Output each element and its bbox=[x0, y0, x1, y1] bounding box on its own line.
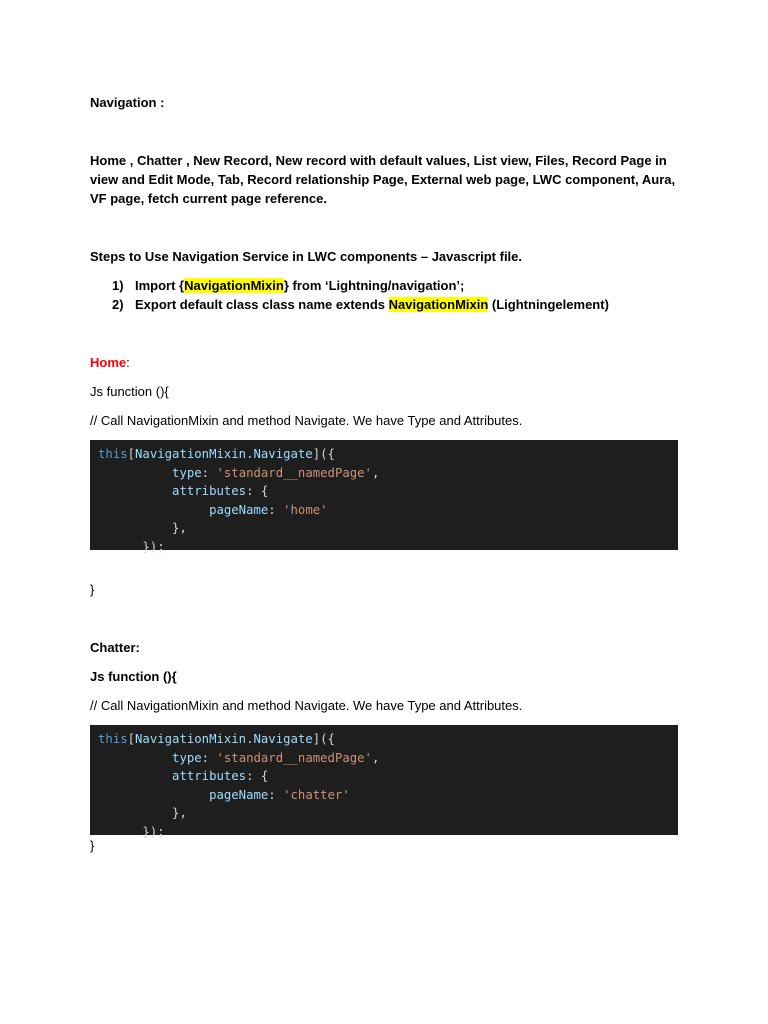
code-identifier: attributes bbox=[172, 769, 247, 783]
highlighted-term: NavigationMixin bbox=[388, 297, 489, 312]
code-punctuation: }); bbox=[142, 824, 165, 839]
js-function-line: Js function (){ bbox=[90, 669, 177, 684]
code-line bbox=[98, 823, 678, 842]
code-line: attributes: { bbox=[172, 769, 269, 783]
code-identifier: NavigationMixin.Navigate bbox=[135, 732, 313, 746]
code-keyword: this bbox=[98, 732, 128, 746]
code-punctuation: }, bbox=[172, 806, 187, 820]
section-title: Home bbox=[90, 355, 127, 370]
code-line bbox=[98, 519, 678, 538]
code-block-chatter bbox=[90, 725, 678, 839]
code-line: this[NavigationMixin.Navigate]({ bbox=[98, 732, 335, 746]
code-line bbox=[98, 538, 678, 557]
code-line: type: 'standard__namedPage', bbox=[172, 750, 380, 765]
code-punctuation: }); bbox=[142, 539, 165, 554]
code-identifier: attributes bbox=[172, 484, 247, 498]
step-text: } from ‘Lightning/navigation’; bbox=[283, 278, 465, 293]
steps-list bbox=[90, 276, 609, 314]
code-identifier: pageName bbox=[209, 502, 269, 517]
code-line: pageName: 'home' bbox=[209, 502, 328, 517]
step-text: (Lightningelement) bbox=[488, 297, 609, 312]
step-number: 2) bbox=[112, 297, 124, 312]
code-punctuation: }, bbox=[172, 521, 187, 535]
page-heading: Navigation : bbox=[90, 95, 165, 110]
section-title-home bbox=[90, 353, 130, 372]
code-line bbox=[98, 804, 678, 823]
closing-brace: } bbox=[90, 838, 95, 853]
code-string: 'chatter' bbox=[283, 787, 350, 802]
code-block-home bbox=[90, 440, 678, 554]
step-item bbox=[90, 295, 609, 314]
code-string: 'home' bbox=[283, 502, 328, 517]
code-string: 'standard__namedPage' bbox=[216, 465, 372, 480]
code-keyword: this bbox=[98, 447, 128, 461]
step-text: Import { bbox=[135, 278, 185, 293]
step-item bbox=[90, 276, 609, 295]
code-line: attributes: { bbox=[172, 484, 269, 498]
steps-heading: Steps to Use Navigation Service in LWC components – Javascript file. bbox=[90, 249, 523, 264]
section-title-suffix: : bbox=[126, 355, 130, 370]
comment-line: // Call NavigationMixin and method Navigate. We have Type and Attributes. bbox=[90, 698, 523, 713]
js-function-line: Js function (){ bbox=[90, 384, 169, 399]
closing-brace: } bbox=[90, 582, 95, 597]
step-text: Export default class class name extends bbox=[135, 297, 389, 312]
step-number: 1) bbox=[112, 278, 124, 293]
code-string: 'standard__namedPage' bbox=[216, 750, 372, 765]
code-punctuation: ({ bbox=[320, 732, 335, 746]
code-line: type: 'standard__namedPage', bbox=[172, 465, 380, 480]
code-identifier: NavigationMixin.Navigate bbox=[135, 447, 313, 461]
code-punctuation: ({ bbox=[320, 447, 335, 461]
highlighted-term: NavigationMixin bbox=[184, 278, 284, 293]
code-line: this[NavigationMixin.Navigate]({ bbox=[98, 447, 335, 461]
code-identifier: type bbox=[172, 750, 202, 765]
code-line: pageName: 'chatter' bbox=[209, 787, 350, 802]
comment-line: // Call NavigationMixin and method Navigate. We have Type and Attributes. bbox=[90, 413, 523, 428]
code-identifier: type bbox=[172, 465, 202, 480]
code-identifier: pageName bbox=[209, 787, 269, 802]
intro-paragraph: Home , Chatter , New Record, New record with default values, List view, Files, Record Page in view and Edit Mode, Tab, Record relationship Page, External web page, LWC component, Aura, VF page, fetch current page reference. bbox=[90, 153, 676, 206]
section-title-chatter: Chatter: bbox=[90, 640, 140, 655]
